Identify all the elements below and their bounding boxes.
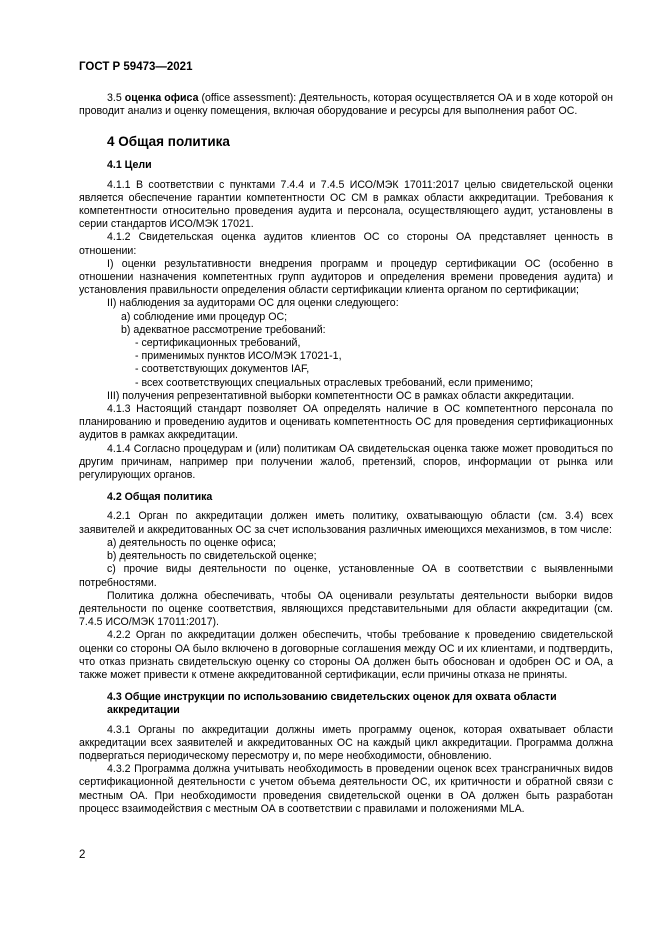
section-4-heading: 4 Общая политика [107,134,230,150]
term-definition: (office assessment): Деятельность, которая осуществляется ОА и в ходе которой он проводит анализ и оценку помещения, включая оборудование и ресурсы для выполнения работ ОС. [79,92,614,118]
list-item-iii: III) получения репрезентативной выборки компетентности ОС в рамках области аккредитации. [107,389,575,402]
document-body [79,92,613,816]
list-item-4-2-1-b: b) деятельность по свидетельской оценке; [107,550,317,563]
list-item-ii-a: a) соблюдение ими процедур ОС; [121,310,288,323]
list-subitem: - сертификационных требований, [135,337,301,350]
paragraph-4-2-2: 4.2.2 Орган по аккредитации должен обеспечить, чтобы требование к проведению свидетельской оценки со стороны ОА было включено в договорные соглашения между ОС и их клиентами, и подтвердить, что отказ признать свидетельскую оценку со стороны ОА должен быть обоснован и одобрен ОС и ОА, а также может привести к отмене аккредитованной сертификации, если причины отказа не приняты. [79,629,613,681]
list-item-4-2-1-a: a) деятельность по оценке офиса; [107,536,276,549]
list-item-ii-b: b) адекватное рассмотрение требований: [121,323,326,336]
list-item-4-2-1-c: c) прочие виды деятельности по оценке, установленные ОА в соответствии с выявленными потребностями. [79,563,613,589]
list-subitem: - соответствующих документов IAF, [135,363,310,376]
paragraph-4-3-2: 4.3.2 Программа должна учитывать необходимость в проведении оценок всех трансграничных видов сертификационной деятельности с учетом объема деятельности ОС, их критичности и обратной связи с местным ОА. При необходимости проведения свидетельской оценки в ОА должен быть разработан процесс взаимодействия с местным ОА в соответствии с правилами и положениями MLA. [79,763,613,815]
term-number: 3.5 [107,92,125,104]
paragraph-4-1-4: 4.1.4 Согласно процедурам и (или) политикам ОА свидетельская оценка также может проводиться по другим причинам, например при получении жалоб, претензий, споров, информации от рынка или регулирующих органов. [79,442,613,482]
paragraph-4-3-1: 4.3.1 Органы по аккредитации должны иметь программу оценок, которая охватывает области аккредитации всех заявителей и аккредитованных ОС на каждый цикл аккредитации. Программа должна подвергаться периодическому пересмотру и, по мере необходимости, обновлению. [79,723,613,762]
list-subitem: - всех соответствующих специальных отраслевых требований, если применимо; [135,376,534,389]
page-number: 2 [79,849,86,861]
list-item-ii: II) наблюдения за аудиторами ОС для оценки следующего: [107,297,399,310]
paragraph-3-5 [79,92,613,118]
paragraph-4-2-1: 4.2.1 Орган по аккредитации должен иметь политику, охватывающую области (см. 3.4) всех заявителей и аккредитованных ОС за счет использования различных имеющихся механизмов, в том числе: [79,510,613,536]
section-4-3-heading: 4.3 Общие инструкции по использованию свидетельских оценок для охвата области аккредитации [107,691,557,717]
section-4-2-heading: 4.2 Общая политика [107,491,213,504]
term-name: оценка офиса [124,92,199,104]
list-item-i: I) оценки результативности внедрения программ и процедур сертификации ОС (особенно в отношении назначения компетентных групп аудиторов и определения времени проведения аудита) и установления правильности определения области сертификации клиента органом по сертификации; [79,257,613,297]
paragraph-4-1-1: 4.1.1 В соответствии с пунктами 7.4.4 и 7.4.5 ИСО/МЭК 17011:2017 целью свидетельской оценки является обеспечение гарантии компетентности ОС СМ в рамках области аккредитации. Требования к компетентности относительно проведения аудита и персонала, осуществляющего аудит, установлены в серии стандартов ИСО/МЭК 17021. [79,178,613,231]
paragraph-4-1-2: 4.1.2 Свидетельская оценка аудитов клиентов ОС со стороны ОА представляет ценность в отношении: [79,231,613,257]
section-4-1-heading: 4.1 Цели [107,159,152,172]
list-subitem: - применимых пунктов ИСО/МЭК 17021-1, [135,350,342,363]
paragraph-policy: Политика должна обеспечивать, чтобы ОА оценивали результаты деятельности выборки видов деятельности по оценке соответствия, являющихся представительными для области аккредитации (см. 7.4.5 ИСО/МЭК 17011:2017). [79,589,613,629]
document-header: ГОСТ Р 59473—2021 [79,61,193,73]
paragraph-4-1-3: 4.1.3 Настоящий стандарт позволяет ОА определять наличие в ОС компетентного персонала по планированию и проведению аудитов и оценивать компетентность ОС для проведения сертификационных аудитов в рамках аккредитации. [79,403,613,442]
